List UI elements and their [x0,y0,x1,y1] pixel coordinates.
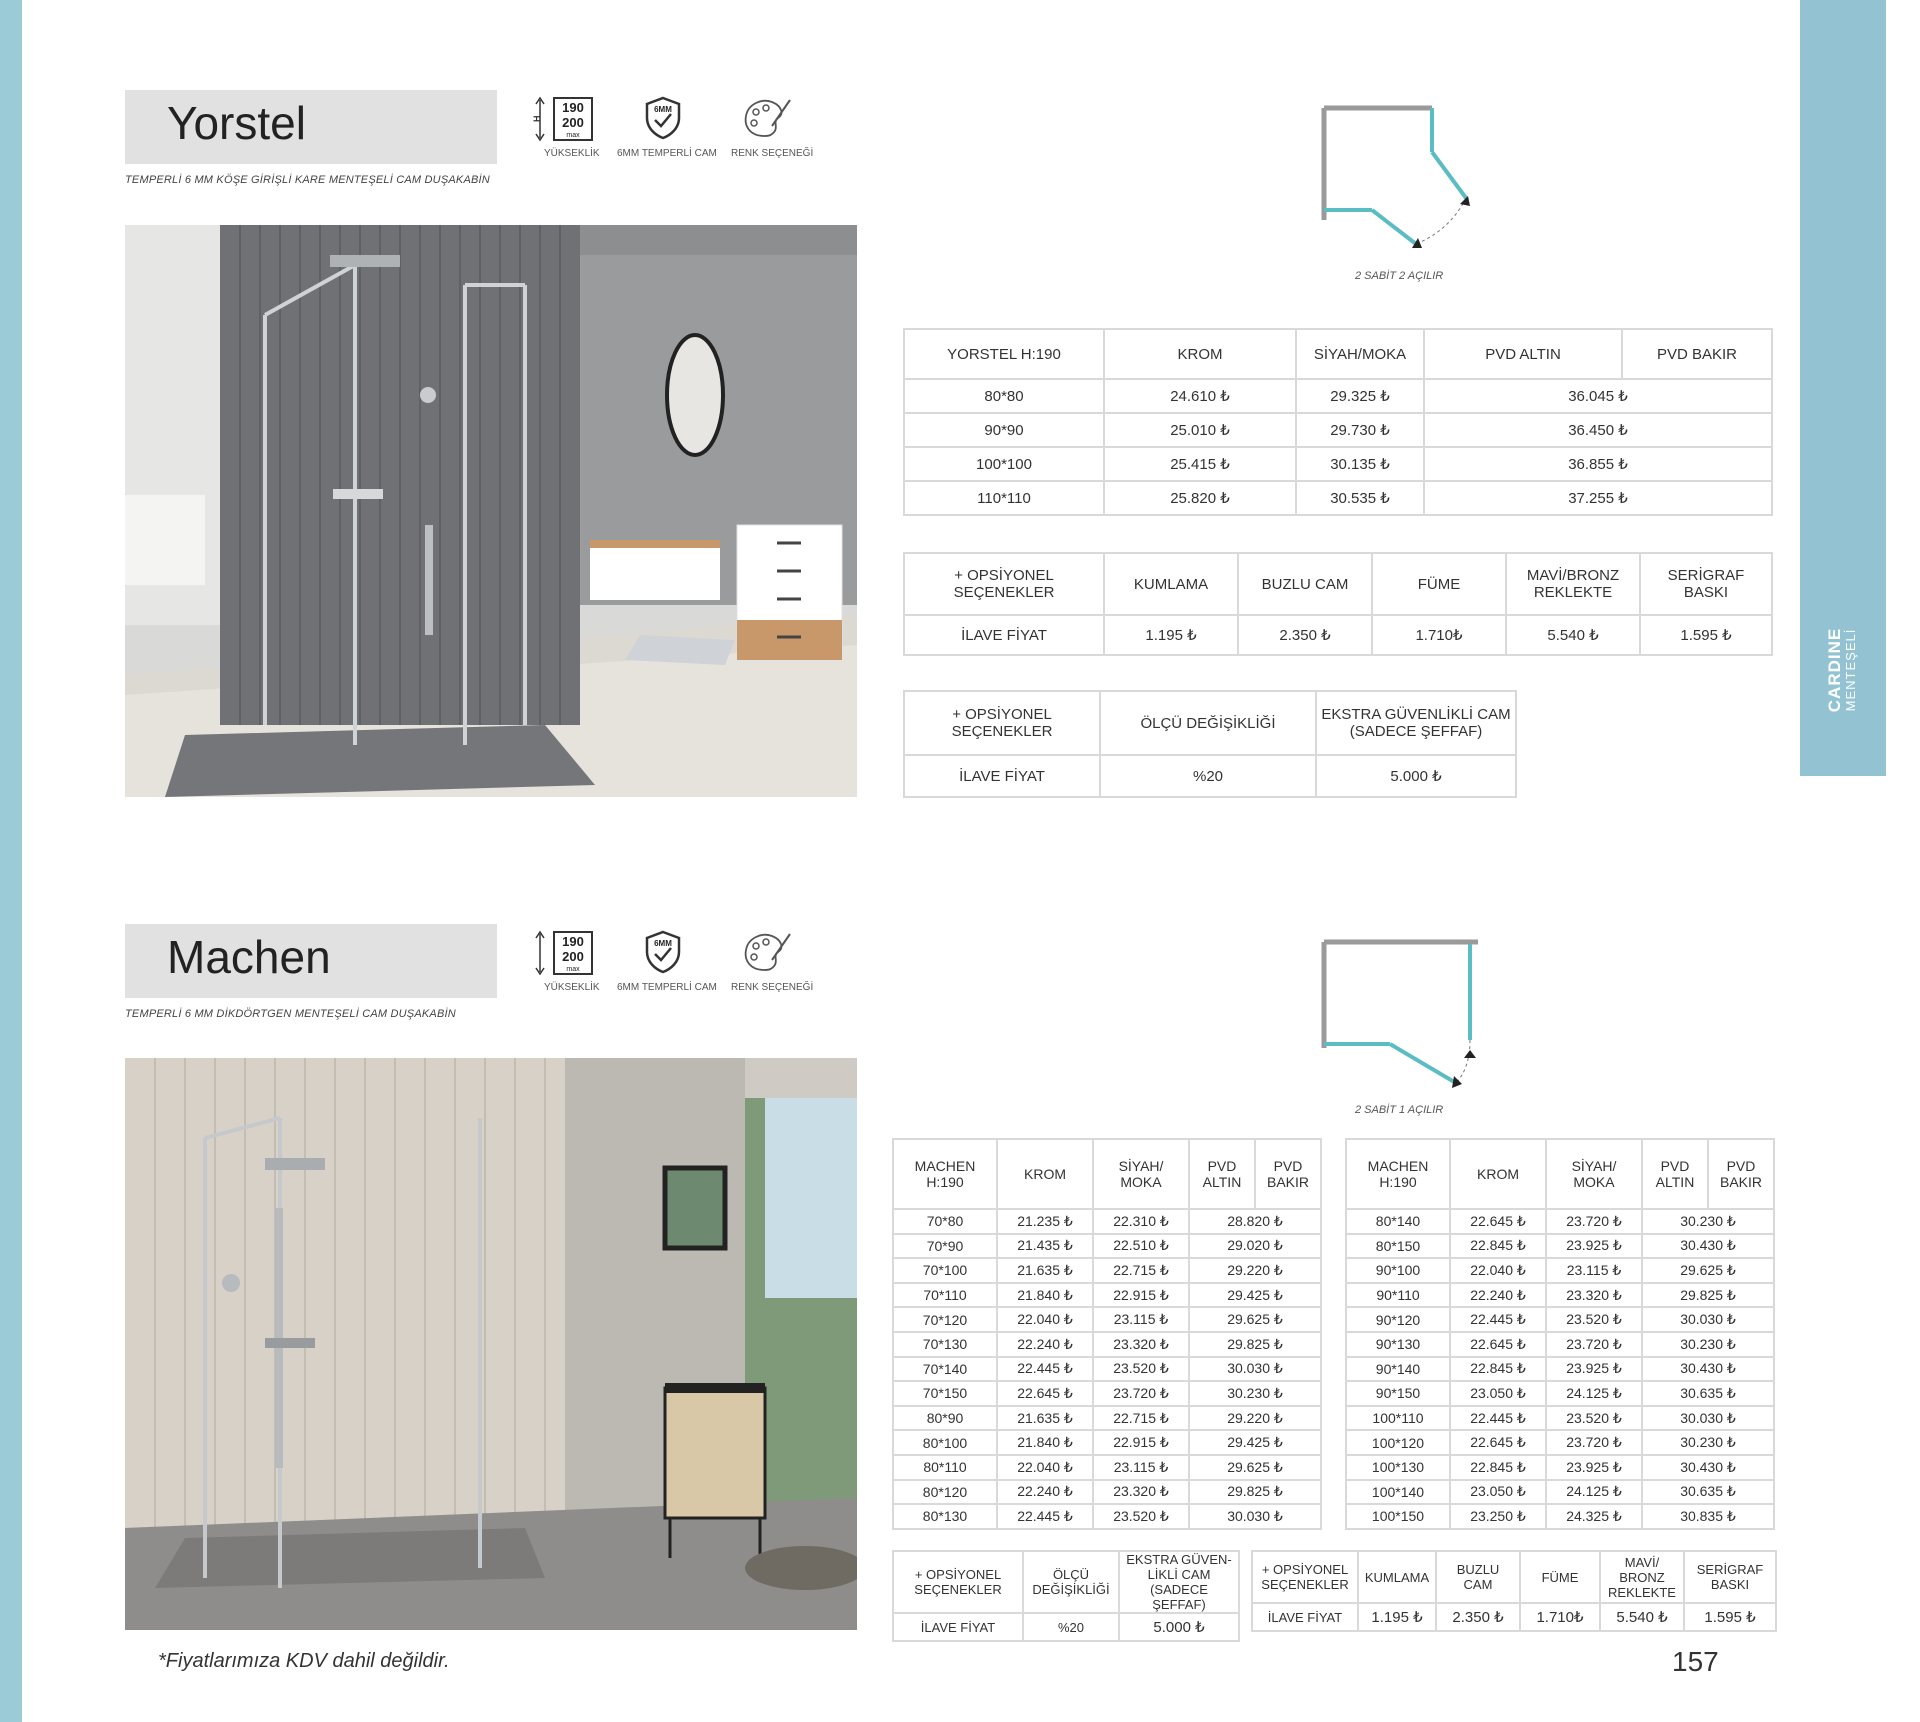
height-icon [532,96,594,144]
table-cell: 23.250 ₺ [1450,1504,1546,1529]
side-tab-title: CARDINE [1825,627,1844,713]
table-cell: %20 [1100,755,1316,797]
table-cell: 22.240 ₺ [997,1480,1093,1505]
table-cell: 24.125 ₺ [1546,1381,1642,1406]
table-header: + OPSİYONEL SEÇENEKLER [904,691,1100,755]
table-cell: 22.240 ₺ [1450,1283,1546,1308]
table-cell: 80*90 [893,1406,997,1431]
table-cell: 29.020 ₺ [1189,1234,1321,1259]
page-number: 157 [1672,1646,1719,1677]
table-cell: 21.235 ₺ [997,1209,1093,1234]
table-cell: 22.645 ₺ [1450,1209,1546,1234]
table-cell: 90*100 [1346,1258,1450,1283]
table-cell: 21.635 ₺ [997,1258,1093,1283]
table-row [893,1307,1321,1332]
svg-text:max: max [566,966,580,973]
table-cell: 24.125 ₺ [1546,1480,1642,1505]
table-row [893,1357,1321,1382]
table-cell: 22.915 ₺ [1093,1283,1189,1308]
table-cell: 29.220 ₺ [1189,1406,1321,1431]
svg-text:max: max [566,132,580,139]
svg-text:200: 200 [562,949,584,964]
table-row [893,1613,1239,1641]
table-header: KROM [1450,1139,1546,1209]
table-header: PVD ALTIN [1424,329,1622,379]
table-cell: 25.820 ₺ [1104,481,1296,515]
table-header: PVD BAKIR [1622,329,1772,379]
table-cell: İLAVE FİYAT [893,1613,1023,1641]
table-row [893,1480,1321,1505]
table-cell: 22.445 ₺ [997,1504,1093,1529]
table-cell: 22.915 ₺ [1093,1430,1189,1455]
table-cell: 100*150 [1346,1504,1450,1529]
table-cell: 2.350 ₺ [1238,615,1372,655]
table-header: PVD BAKIR [1255,1139,1321,1209]
table-cell: 23.520 ₺ [1546,1307,1642,1332]
table-cell: 22.845 ₺ [1450,1357,1546,1382]
yorstel-price-table [903,328,1773,516]
table-header: + OPSİYONEL SEÇENEKLER [893,1551,1023,1613]
table-cell: İLAVE FİYAT [1252,1603,1358,1631]
table-cell: 80*140 [1346,1209,1450,1234]
table-row [904,379,1772,413]
table-cell: 30.430 ₺ [1642,1357,1774,1382]
table-cell: 70*150 [893,1381,997,1406]
table-cell: 90*110 [1346,1283,1450,1308]
table-row [904,615,1772,655]
table-header-row [1252,1551,1776,1603]
table-cell: 24.325 ₺ [1546,1504,1642,1529]
table-header: PVD ALTIN [1189,1139,1255,1209]
table-row [1346,1430,1774,1455]
table-cell: 100*130 [1346,1455,1450,1480]
table-cell: 70*140 [893,1357,997,1382]
table-header: EKSTRA GÜVEN-LİKLİ CAM (SADECE ŞEFFAF) [1119,1551,1239,1613]
table-cell: 100*100 [904,447,1104,481]
table-cell: 22.645 ₺ [997,1381,1093,1406]
table-cell: 1.595 ₺ [1684,1603,1776,1631]
table-cell: 22.240 ₺ [997,1332,1093,1357]
table-cell: 30.635 ₺ [1642,1480,1774,1505]
table-cell: 28.820 ₺ [1189,1209,1321,1234]
table-cell: 5.540 ₺ [1600,1603,1684,1631]
table-header: FÜME [1520,1551,1600,1603]
table-cell: 23.115 ₺ [1093,1455,1189,1480]
table-cell: 30.230 ₺ [1189,1381,1321,1406]
table-header-row [893,1139,1321,1209]
table-header: EKSTRA GÜVENLİKLİ CAM (SADECE ŞEFFAF) [1316,691,1516,755]
table-cell: 23.115 ₺ [1546,1258,1642,1283]
table-cell: 23.520 ₺ [1546,1406,1642,1431]
table-cell: 90*150 [1346,1381,1450,1406]
table-header: MACHEN H:190 [893,1139,997,1209]
table-cell: 29.220 ₺ [1189,1258,1321,1283]
table-header: ÖLÇÜ DEĞİŞİKLİĞİ [1023,1551,1119,1613]
table-cell: 23.320 ₺ [1093,1480,1189,1505]
machen-bathroom-image [125,1058,857,1630]
table-header: FÜME [1372,553,1506,615]
table-cell: 23.925 ₺ [1546,1455,1642,1480]
table-row [1346,1357,1774,1382]
table-cell: 25.010 ₺ [1104,413,1296,447]
table-header: KUMLAMA [1358,1551,1436,1603]
table-header: BUZLU CAM [1436,1551,1520,1603]
table-cell: 90*90 [904,413,1104,447]
table-cell: 30.230 ₺ [1642,1332,1774,1357]
table-cell: 22.040 ₺ [997,1307,1093,1332]
table-cell: 1.710₺ [1520,1603,1600,1631]
table-cell: İLAVE FİYAT [904,615,1104,655]
table-header: MACHEN H:190 [1346,1139,1450,1209]
table-cell: 1.195 ₺ [1104,615,1238,655]
table-row [1346,1332,1774,1357]
table-header: KROM [1104,329,1296,379]
table-cell: 29.325 ₺ [1296,379,1424,413]
table-cell: 22.645 ₺ [1450,1332,1546,1357]
table-cell: 80*120 [893,1480,997,1505]
table-row [893,1283,1321,1308]
table-cell: 30.230 ₺ [1642,1209,1774,1234]
machen-price-table-left [892,1138,1322,1530]
table-cell: 29.825 ₺ [1189,1480,1321,1505]
table-header-row [1346,1139,1774,1209]
svg-text:H: H [532,115,542,122]
table-cell: 23.720 ₺ [1546,1332,1642,1357]
table-cell: 37.255 ₺ [1424,481,1772,515]
table-cell: 1.595 ₺ [1640,615,1772,655]
table-header: BUZLU CAM [1238,553,1372,615]
machen-extra-table [892,1550,1240,1642]
svg-text:190: 190 [562,100,584,115]
table-cell: 22.040 ₺ [1450,1258,1546,1283]
table-cell: 23.320 ₺ [1546,1283,1642,1308]
machen-title: Machen [167,931,331,983]
height-label: YÜKSEKLİK [544,982,600,993]
yorstel-product-photo [125,225,857,797]
table-cell: 80*100 [893,1430,997,1455]
table-cell: 2.350 ₺ [1436,1603,1520,1631]
table-header-row [904,329,1772,379]
table-row [893,1332,1321,1357]
left-color-strip [0,0,22,1722]
table-header: + OPSİYONEL SEÇENEKLER [904,553,1104,615]
table-header: + OPSİYONEL SEÇENEKLER [1252,1551,1358,1603]
table-row [904,755,1516,797]
table-cell: 36.045 ₺ [1424,379,1772,413]
glass-label: 6MM TEMPERLİ CAM [617,982,717,993]
table-header-row [904,691,1516,755]
height-label: YÜKSEKLİK [544,148,600,159]
table-cell: 29.625 ₺ [1642,1258,1774,1283]
table-cell: 29.825 ₺ [1189,1332,1321,1357]
table-cell: 23.050 ₺ [1450,1381,1546,1406]
table-cell: 30.430 ₺ [1642,1455,1774,1480]
table-cell: 70*80 [893,1209,997,1234]
table-cell: 90*120 [1346,1307,1450,1332]
table-header: KUMLAMA [1104,553,1238,615]
table-cell: 23.520 ₺ [1093,1504,1189,1529]
table-cell: 100*140 [1346,1480,1450,1505]
table-cell: 36.855 ₺ [1424,447,1772,481]
table-row [1346,1406,1774,1431]
table-header: PVD ALTIN [1642,1139,1708,1209]
table-cell: 22.510 ₺ [1093,1234,1189,1259]
table-cell: 29.825 ₺ [1642,1283,1774,1308]
yorstel-extra-table [903,690,1517,798]
table-cell: 22.845 ₺ [1450,1455,1546,1480]
table-cell: 24.610 ₺ [1104,379,1296,413]
table-cell: 23.050 ₺ [1450,1480,1546,1505]
table-row [1252,1603,1776,1631]
machen-options-table [1251,1550,1777,1632]
table-cell: 22.310 ₺ [1093,1209,1189,1234]
table-row [893,1381,1321,1406]
table-cell: 70*110 [893,1283,997,1308]
table-cell: 30.030 ₺ [1189,1357,1321,1382]
table-cell: 22.040 ₺ [997,1455,1093,1480]
table-cell: 29.730 ₺ [1296,413,1424,447]
table-cell: 5.540 ₺ [1506,615,1640,655]
machen-price-table-right [1345,1138,1775,1530]
table-cell: 30.635 ₺ [1642,1381,1774,1406]
machen-layout-diagram [1320,938,1480,1098]
table-header: YORSTEL H:190 [904,329,1104,379]
machen-diagram-label: 2 SABİT 1 AÇILIR [1355,1104,1444,1116]
table-cell: 30.135 ₺ [1296,447,1424,481]
yorstel-diagram-label: 2 SABİT 2 AÇILIR [1355,270,1444,282]
table-row [893,1258,1321,1283]
side-tab-subtitle: MENTEŞELİ [1843,628,1858,712]
machen-subtitle: TEMPERLİ 6 MM DİKDÖRTGEN MENTEŞELİ CAM DUŞAKABİN [125,1008,456,1020]
table-row [893,1455,1321,1480]
height-icon [532,930,594,978]
yorstel-layout-diagram [1320,104,1480,264]
table-row [1346,1480,1774,1505]
table-cell: 29.425 ₺ [1189,1283,1321,1308]
table-cell: 30.535 ₺ [1296,481,1424,515]
table-cell: 23.115 ₺ [1093,1307,1189,1332]
table-cell: 29.625 ₺ [1189,1455,1321,1480]
table-row [1346,1283,1774,1308]
table-row [1346,1504,1774,1529]
table-cell: 30.030 ₺ [1189,1504,1321,1529]
table-cell: 21.840 ₺ [997,1430,1093,1455]
table-cell: 5.000 ₺ [1316,755,1516,797]
table-cell: 70*90 [893,1234,997,1259]
table-header: SERİGRAF BASKI [1640,553,1772,615]
table-cell: 80*110 [893,1455,997,1480]
color-label: RENK SEÇENEĞİ [731,148,814,159]
table-row [893,1406,1321,1431]
table-header: SERİGRAF BASKI [1684,1551,1776,1603]
table-cell: 23.720 ₺ [1546,1209,1642,1234]
svg-text:6MM: 6MM [654,105,672,114]
table-cell: 110*110 [904,481,1104,515]
machen-product-photo [125,1058,857,1630]
table-cell: 1.195 ₺ [1358,1603,1436,1631]
table-cell: 30.030 ₺ [1642,1307,1774,1332]
table-row [904,413,1772,447]
table-cell: 30.030 ₺ [1642,1406,1774,1431]
table-cell: 70*130 [893,1332,997,1357]
color-label: RENK SEÇENEĞİ [731,982,814,993]
table-header: ÖLÇÜ DEĞİŞİKLİĞİ [1100,691,1316,755]
yorstel-subtitle: TEMPERLİ 6 MM KÖŞE GİRİŞLİ KARE MENTEŞELİ CAM DUŞAKABİN [125,174,490,186]
table-cell: %20 [1023,1613,1119,1641]
table-row [893,1430,1321,1455]
table-cell: 36.450 ₺ [1424,413,1772,447]
yorstel-options-table [903,552,1773,656]
table-row [904,447,1772,481]
table-cell: 30.430 ₺ [1642,1234,1774,1259]
vat-note: *Fiyatlarımıza KDV dahil değildir. [158,1650,450,1672]
table-row [893,1234,1321,1259]
table-cell: 23.925 ₺ [1546,1357,1642,1382]
table-cell: 22.645 ₺ [1450,1430,1546,1455]
table-cell: 5.000 ₺ [1119,1613,1239,1641]
table-cell: 23.720 ₺ [1546,1430,1642,1455]
table-row [1346,1455,1774,1480]
table-cell: 23.520 ₺ [1093,1357,1189,1382]
table-cell: 21.635 ₺ [997,1406,1093,1431]
table-cell: 100*120 [1346,1430,1450,1455]
table-row [1346,1307,1774,1332]
table-cell: 30.230 ₺ [1642,1430,1774,1455]
table-cell: 1.710₺ [1372,615,1506,655]
side-tab-label [1800,600,1886,740]
machen-title-box [125,924,497,998]
shield-icon [643,96,683,140]
svg-text:190: 190 [562,934,584,949]
table-cell: 23.720 ₺ [1093,1381,1189,1406]
table-cell: 22.445 ₺ [1450,1307,1546,1332]
table-header: PVD BAKIR [1708,1139,1774,1209]
table-cell: 21.840 ₺ [997,1283,1093,1308]
table-header: SİYAH/ MOKA [1546,1139,1642,1209]
yorstel-title: Yorstel [167,97,306,149]
table-cell: 80*130 [893,1504,997,1529]
table-row [893,1504,1321,1529]
table-header: KROM [997,1139,1093,1209]
table-header-row [893,1551,1239,1613]
table-header: SİYAH/MOKA [1296,329,1424,379]
table-cell: İLAVE FİYAT [904,755,1100,797]
table-cell: 22.445 ₺ [997,1357,1093,1382]
right-margin [1800,776,1920,1722]
table-row [1346,1381,1774,1406]
table-cell: 22.445 ₺ [1450,1406,1546,1431]
table-header: SİYAH/ MOKA [1093,1139,1189,1209]
table-row [893,1209,1321,1234]
table-header-row [904,553,1772,615]
color-palette-icon [742,96,792,140]
color-palette-icon [742,930,792,974]
glass-label: 6MM TEMPERLİ CAM [617,148,717,159]
table-cell: 80*150 [1346,1234,1450,1259]
table-row [904,481,1772,515]
table-cell: 22.715 ₺ [1093,1406,1189,1431]
table-row [1346,1209,1774,1234]
table-header: MAVİ/BRONZ REKLEKTE [1506,553,1640,615]
table-cell: 90*130 [1346,1332,1450,1357]
table-row [1346,1258,1774,1283]
table-cell: 30.835 ₺ [1642,1504,1774,1529]
yorstel-title-box [125,90,497,164]
table-cell: 23.320 ₺ [1093,1332,1189,1357]
table-cell: 29.425 ₺ [1189,1430,1321,1455]
svg-text:6MM: 6MM [654,939,672,948]
yorstel-bathroom-image [125,225,857,797]
table-cell: 22.715 ₺ [1093,1258,1189,1283]
table-cell: 29.625 ₺ [1189,1307,1321,1332]
table-cell: 70*120 [893,1307,997,1332]
svg-text:200: 200 [562,115,584,130]
table-cell: 90*140 [1346,1357,1450,1382]
table-header: MAVİ/ BRONZ REKLEKTE [1600,1551,1684,1603]
shield-icon [643,930,683,974]
table-cell: 25.415 ₺ [1104,447,1296,481]
table-row [1346,1234,1774,1259]
table-cell: 23.925 ₺ [1546,1234,1642,1259]
table-cell: 100*110 [1346,1406,1450,1431]
table-cell: 80*80 [904,379,1104,413]
table-cell: 22.845 ₺ [1450,1234,1546,1259]
table-cell: 21.435 ₺ [997,1234,1093,1259]
table-cell: 70*100 [893,1258,997,1283]
